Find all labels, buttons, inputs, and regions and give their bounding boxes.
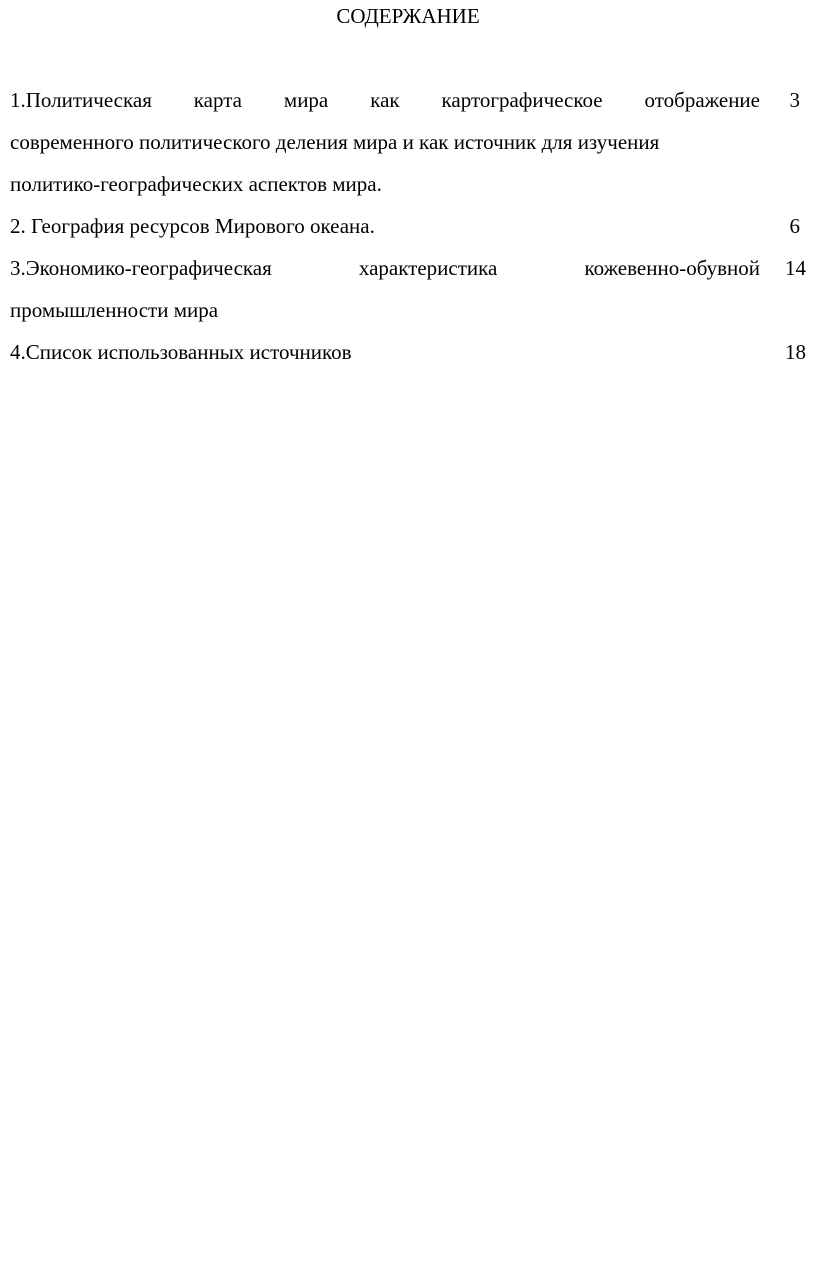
toc-entry-4-page-number: 18 <box>785 340 806 364</box>
toc-entry-4-line-1: 4.Список использованных источников <box>10 340 352 364</box>
toc-entry-1-line-3: политико-географических аспектов мира. <box>10 172 382 196</box>
page-title: СОДЕРЖАНИЕ <box>336 4 480 28</box>
toc-entry-3-line-1: 3.Экономико-географическая характеристика кожевенно-обувной <box>10 256 760 280</box>
toc-entry-2-page-number: 6 <box>789 214 800 238</box>
toc-entry-1-line-1: 1.Политическая карта мира как картографическое отображение <box>10 88 760 112</box>
toc-entry-3-page-number: 14 <box>785 256 806 280</box>
toc-entry-3-line-2: промышленности мира <box>10 298 219 322</box>
toc-entry-1-page-number: 3 <box>789 88 800 112</box>
toc-entry-1-line-2: современного политического деления мира и как источник для изучения <box>10 130 660 154</box>
toc-entry-2-line-1: 2. География ресурсов Мирового океана. <box>10 214 375 238</box>
